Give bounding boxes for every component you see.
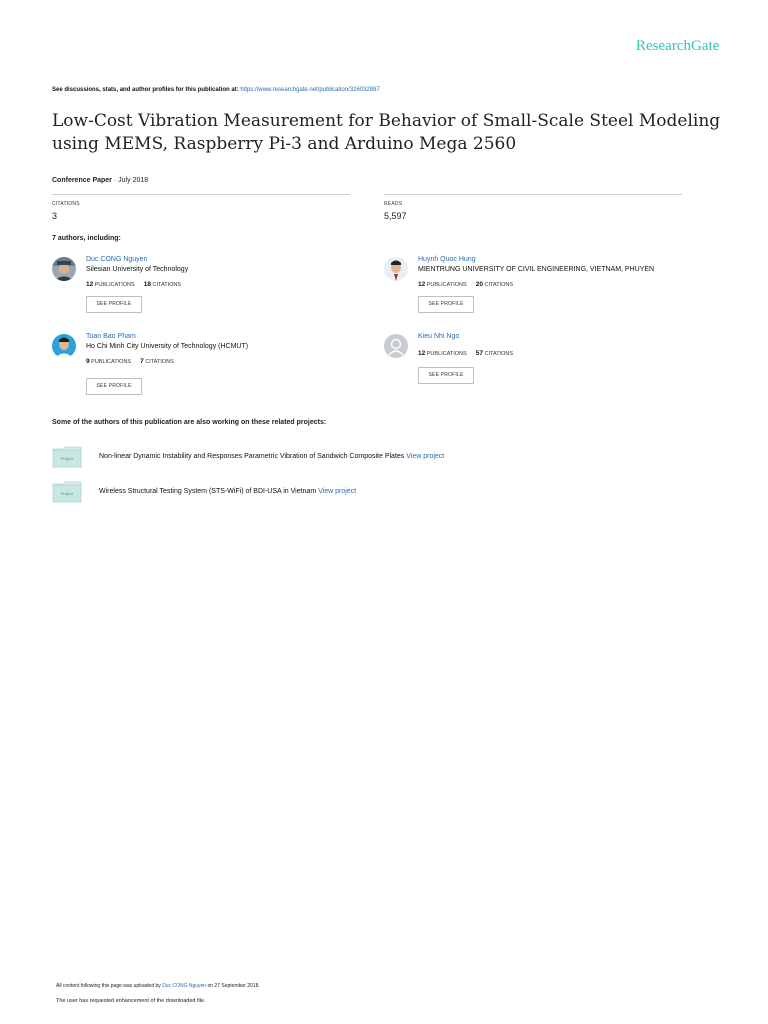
reads-divider [384,194,682,195]
author-photo-icon [52,257,76,281]
citations-label: CITATIONS [52,201,80,207]
request-note: The user has requested enhancement of the downloaded file. [56,998,206,1004]
citations-divider [52,194,350,195]
see-profile-button[interactable]: SEE PROFILE [418,367,474,384]
author-affiliation: Ho Chi Minh City University of Technology (HCMUT) [86,343,249,350]
related-projects-heading: Some of the authors of this publication are also working on these related projects: [52,419,327,426]
project-title: Wireless Structural Testing System (STS-WiFi) of BDI-USA in Vietnam [99,488,317,495]
see-profile-button[interactable]: SEE PROFILE [86,378,142,395]
paper-date: July 2018 [118,177,149,184]
project-title: Non-linear Dynamic Instability and Responses Parametric Vibration of Sandwich Composite Plates [99,453,405,460]
author-avatar[interactable] [384,334,408,358]
reads-label: READS [384,201,403,207]
author-photo-icon [52,334,76,358]
uploader-link[interactable]: Duc CONG Nguyen [162,983,207,989]
citations-count: 18 [143,281,151,288]
paper-title: Low-Cost Vibration Measurement for Behavior of Small-Scale Steel Modeling using MEMS, Raspberry Pi-3 and Arduino Mega 2560 [52,111,721,154]
upload-note [56,983,260,989]
author-counts [86,358,174,365]
citations-count: 57 [475,350,483,357]
project-folder-icon [52,446,82,466]
paper-type-line [52,177,148,184]
see-profile-button[interactable]: SEE PROFILE [86,296,142,313]
publications-count: 12 [418,281,426,288]
author-name[interactable]: Duc CONG Nguyen [86,256,148,263]
project-item [52,446,752,472]
view-project-link[interactable]: View project [318,488,357,495]
default-user-icon [384,334,408,358]
project-folder-icon [52,481,82,501]
author-avatar[interactable] [52,257,76,281]
author-card [384,257,684,327]
publication-url-link[interactable]: https://www.researchgate.net/publication/326032887 [240,87,380,93]
publications-label: PUBLICATIONS [426,282,467,288]
discussion-line [52,87,380,93]
citations-count: 20 [475,281,483,288]
author-avatar[interactable] [384,257,408,281]
author-photo-icon [384,257,408,281]
author-counts [418,281,513,288]
project-icon-label: Project [60,491,74,496]
publications-label: PUBLICATIONS [426,351,467,357]
paper-type-separator: · [113,177,117,184]
upload-prefix: All content following this page was uploaded by [56,983,161,989]
upload-suffix: on 27 September 2018. [207,983,260,989]
author-card [52,334,352,404]
see-profile-button[interactable]: SEE PROFILE [418,296,474,313]
author-card [52,257,352,327]
publications-label: PUBLICATIONS [94,282,135,288]
citations-count-label: CITATIONS [145,359,174,365]
authors-heading: 7 authors, including: [52,235,121,242]
author-counts [418,350,513,357]
author-avatar[interactable] [52,334,76,358]
author-counts [86,281,181,288]
citations-count-label: CITATIONS [152,282,182,288]
discussion-text: See discussions, stats, and author profiles for this publication at: [52,87,239,93]
author-card [384,334,684,404]
paper-type: Conference Paper [52,177,112,184]
author-name[interactable]: Kieu Nhi Ngo [418,333,460,340]
author-affiliation: Silesian University of Technology [86,266,189,273]
publications-count: 9 [86,358,90,365]
project-text [99,453,444,460]
project-text [99,488,356,495]
citations-count-label: CITATIONS [484,282,514,288]
publications-label: PUBLICATIONS [91,359,132,365]
citations-value: 3 [52,211,58,221]
author-name[interactable]: Huynh Quoc Hung [418,256,476,263]
publications-count: 12 [418,350,426,357]
project-item [52,481,752,507]
citations-count-label: CITATIONS [484,351,514,357]
author-affiliation: MIENTRUNG UNIVERSITY OF CIVIL ENGINEERING, VIETNAM, PHUYEN [418,266,655,273]
publications-count: 12 [86,281,94,288]
author-name[interactable]: Toan Bao Pham [86,333,136,340]
researchgate-logo[interactable]: ResearchGate [636,38,720,54]
view-project-link[interactable]: View project [406,453,445,460]
citations-count: 7 [140,358,144,365]
reads-value: 5,597 [384,211,407,221]
project-icon-label: Project [60,456,74,461]
